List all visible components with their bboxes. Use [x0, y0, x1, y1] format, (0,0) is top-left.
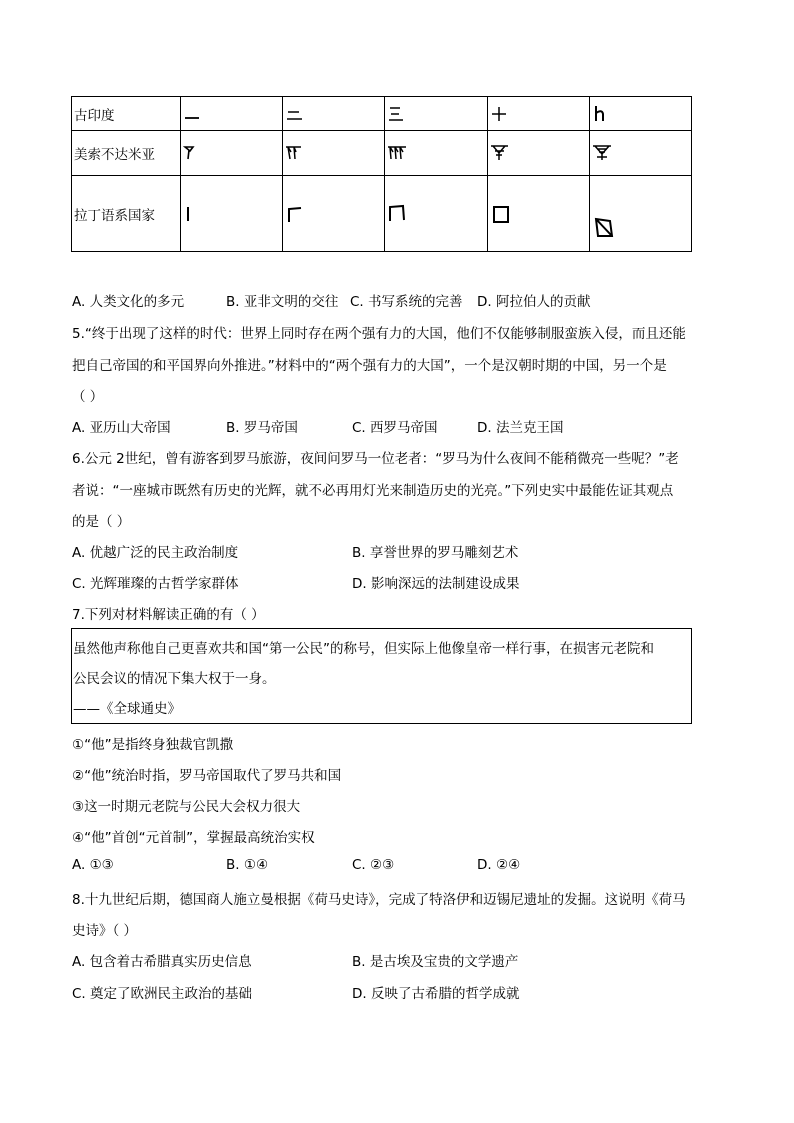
meso-3-icon — [387, 143, 407, 163]
q7-option-d[interactable]: D. ②④ — [477, 857, 521, 873]
q7-statement-4: ④“他”首创“元首制”，掌握最高统治实权 — [72, 830, 315, 846]
india-2-icon — [285, 104, 305, 124]
latin-4-icon — [490, 203, 512, 225]
meso-2-icon — [285, 143, 305, 163]
india-5-icon — [592, 104, 612, 124]
cell — [385, 131, 487, 176]
q5-option-a[interactable]: A. 亚历山大帝国 — [72, 420, 171, 436]
q7-statement-1: ①“他”是指终身独裁官凯撒 — [72, 737, 234, 753]
q5-option-d[interactable]: D. 法兰克王国 — [477, 420, 564, 436]
cell — [589, 176, 691, 252]
q5-stem-line1: 5.“终于出现了这样的时代：世界上同时存在两个强有力的大国，他们不仅能够制服蛮族入侵，而且还能 — [72, 326, 686, 342]
cell — [181, 176, 283, 252]
latin-3-icon — [387, 203, 409, 225]
q4-option-c[interactable]: C. 书写系统的完善 — [350, 294, 463, 310]
cell — [181, 97, 283, 131]
q7-option-c[interactable]: C. ②③ — [352, 857, 395, 873]
q6-option-d[interactable]: D. 影响深远的法制建设成果 — [352, 576, 520, 592]
q7-quote-line1: 虽然他声称他自己更喜欢共和国“第一公民”的称号，但实际上他像皇帝一样行事，在损害元老院和 — [73, 641, 654, 657]
row-label: 美索不达米亚 — [72, 131, 181, 176]
cell — [283, 176, 385, 252]
q7-option-a[interactable]: A. ①③ — [72, 857, 114, 873]
cell — [589, 97, 691, 131]
q6-option-c[interactable]: C. 光辉璀璨的古哲学家群体 — [72, 576, 239, 592]
q7-material-box — [71, 628, 692, 724]
q7-quote-line2: 公民会议的情况下集大权于一身。 — [73, 671, 276, 687]
q6-stem-line2: 者说：“一座城市既然有历史的光辉，就不必再用灯光来制造历史的光亮。”下列史实中最能佐证其观点 — [72, 483, 674, 499]
cell — [283, 131, 385, 176]
table-row — [72, 97, 692, 131]
q8-stem-line1: 8.十九世纪后期，德国商人施立曼根据《荷马史诗》，完成了特洛伊和迈锡尼遗址的发掘。这说明《荷马 — [72, 892, 686, 908]
meso-4-icon — [490, 143, 510, 163]
row-label: 古印度 — [72, 97, 181, 131]
cell — [487, 97, 589, 131]
cell — [385, 176, 487, 252]
q6-option-b[interactable]: B. 享誉世界的罗马雕刻艺术 — [352, 545, 519, 561]
numeral-comparison-table — [71, 96, 692, 252]
cell — [487, 176, 589, 252]
q4-option-a[interactable]: A. 人类文化的多元 — [72, 294, 185, 310]
table-row — [72, 131, 692, 176]
cell — [487, 131, 589, 176]
q8-option-d[interactable]: D. 反映了古希腊的哲学成就 — [352, 986, 520, 1002]
q4-option-b[interactable]: B. 亚非文明的交往 — [226, 294, 339, 310]
q7-stem: 7.下列对材料解读正确的有（ ） — [72, 607, 265, 623]
cell — [589, 131, 691, 176]
q6-stem-line1: 6.公元 2世纪，曾有游客到罗马旅游，夜间问罗马一位老者：“罗马为什么夜间不能稍微亮一些呢？”老 — [72, 451, 679, 467]
q8-option-b[interactable]: B. 是古埃及宝贵的文学遗产 — [352, 954, 519, 970]
cell — [283, 97, 385, 131]
latin-2-icon — [285, 204, 305, 224]
q7-option-b[interactable]: B. ①④ — [226, 857, 269, 873]
q6-option-a[interactable]: A. 优越广泛的民主政治制度 — [72, 545, 239, 561]
india-1-icon — [183, 104, 203, 124]
latin-1-icon — [183, 204, 203, 224]
india-4-icon — [490, 104, 510, 124]
q7-statement-3: ③这一时期元老院与公民大会权力很大 — [72, 799, 301, 815]
q8-option-a[interactable]: A. 包含着古希腊真实历史信息 — [72, 954, 252, 970]
table-row — [72, 176, 692, 252]
q8-stem-line2: 史诗》（ ） — [72, 923, 138, 939]
india-3-icon — [387, 104, 407, 124]
cell — [181, 131, 283, 176]
q4-option-d[interactable]: D. 阿拉伯人的贡献 — [477, 294, 591, 310]
q7-quote-source: ——《全球通史》 — [73, 701, 181, 717]
latin-5-icon — [592, 215, 616, 239]
meso-5-icon — [592, 143, 612, 163]
q8-option-c[interactable]: C. 奠定了欧洲民主政治的基础 — [72, 986, 253, 1002]
cell — [385, 97, 487, 131]
row-label: 拉丁语系国家 — [72, 176, 181, 252]
meso-1-icon — [183, 143, 203, 163]
q5-stem-line2: 把自己帝国的和平国界向外推进。”材料中的“两个强有力的大国”，一个是汉朝时期的中国，另一个是 — [72, 358, 667, 374]
q5-option-b[interactable]: B. 罗马帝国 — [226, 420, 298, 436]
q6-stem-line3: 的是（ ） — [72, 514, 131, 530]
q5-option-c[interactable]: C. 西罗马帝国 — [352, 420, 438, 436]
q7-statement-2: ②“他”统治时指，罗马帝国取代了罗马共和国 — [72, 768, 342, 784]
q5-answer-blank: （ ） — [72, 389, 104, 405]
